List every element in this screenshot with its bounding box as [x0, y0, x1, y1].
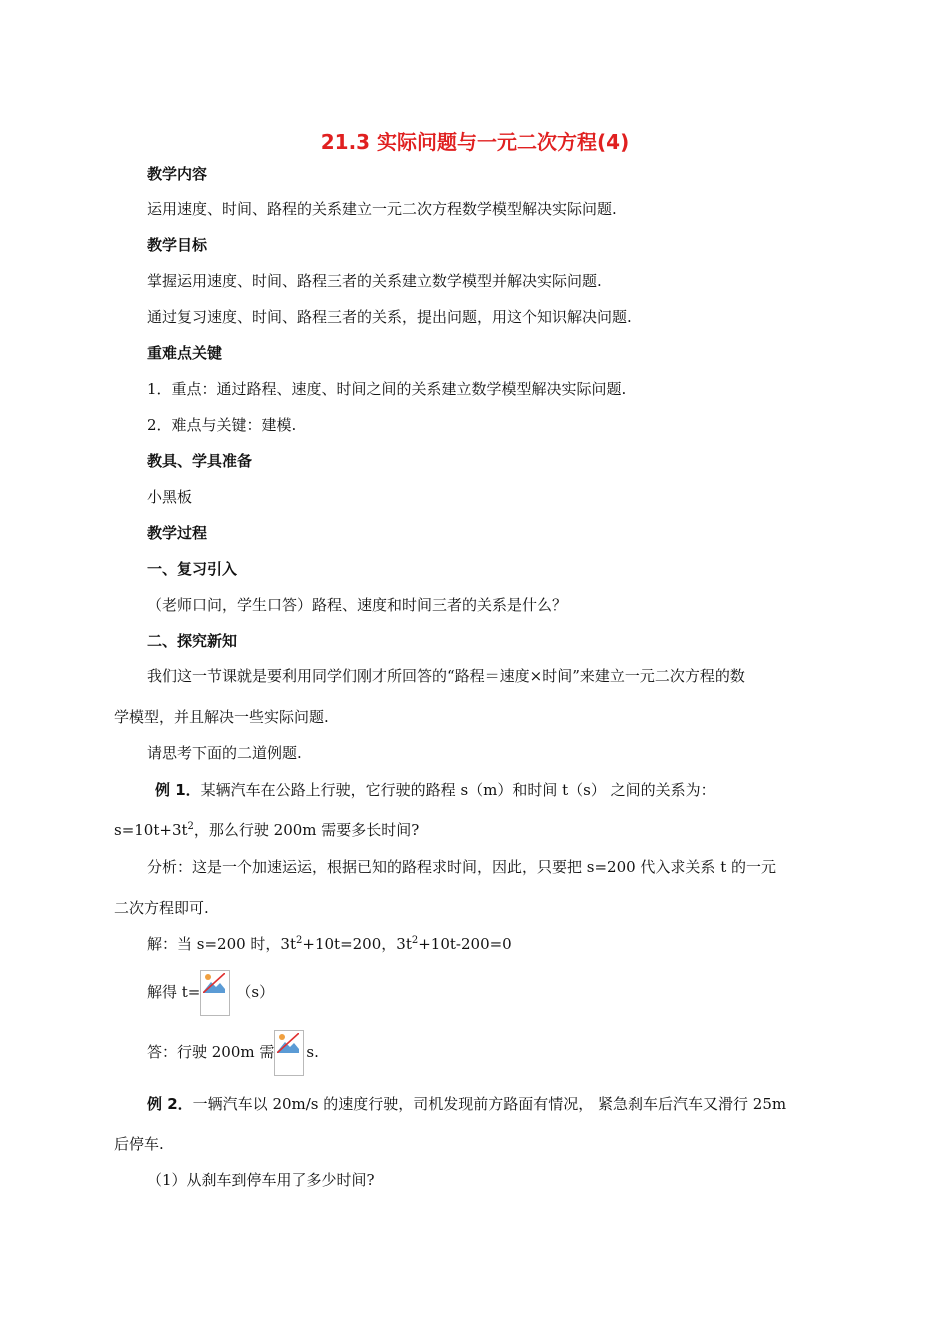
example-2-text-b: 后停车.	[114, 1135, 164, 1153]
heading-key-points: 重难点关键	[147, 344, 223, 362]
explore-text-1a: 我们这一节课就是要利用同学们刚才所回答的“路程＝速度×时间”来建立一元二次方程的数	[147, 667, 745, 685]
tools-text: 小黑板	[147, 488, 193, 506]
broken-image-icon	[274, 1030, 304, 1076]
example-2-line	[147, 1094, 786, 1114]
example-1-line	[155, 780, 716, 800]
page-title: 21.3 实际问题与一元二次方程(4)	[320, 130, 630, 154]
solution-line	[147, 934, 512, 954]
explore-text-2: 请思考下面的二道例题.	[147, 744, 302, 762]
example-1-text: 某辆汽车在公路上行驶，它行驶的路程 s（m）和时间 t（s） 之间的关系为：	[200, 781, 716, 799]
formula-exponent: 2	[187, 821, 194, 832]
solution-part-a: 解：当 s=200 时，3t	[147, 935, 297, 953]
analysis-line-a: 分析：这是一个加速运运，根据已知的路程求时间，因此，只要把 s=200 代入求关系 t 的一元	[147, 858, 777, 876]
solution-part-b: +10t=200，3t	[302, 935, 412, 953]
heading-process: 教学过程	[147, 524, 208, 542]
answer-suffix: s.	[306, 1043, 319, 1061]
explore-text-1b: 学模型，并且解决一些实际问题.	[114, 708, 329, 726]
heading-review: 一、复习引入	[147, 560, 238, 578]
heading-tools: 教具、学具准备	[147, 452, 253, 470]
teaching-content-text: 运用速度、时间、路程的关系建立一元二次方程数学模型解决实际问题.	[147, 200, 617, 218]
solution-exp-1: 2	[296, 935, 303, 946]
answer-line	[147, 1028, 319, 1076]
answer-prefix: 答：行驶 200m 需	[147, 1043, 275, 1061]
key-point-2: 2．难点与关键：建模.	[147, 416, 297, 434]
formula-question: ，那么行驶 200m 需要多长时间?	[193, 821, 420, 839]
analysis-line-b: 二次方程即可.	[114, 899, 209, 917]
review-text: （老师口问，学生口答）路程、速度和时间三者的关系是什么？	[147, 596, 568, 614]
heading-teaching-goal: 教学目标	[147, 236, 208, 254]
teaching-goal-text-2: 通过复习速度、时间、路程三者的关系，提出问题，用这个知识解决问题.	[147, 308, 632, 326]
solve-suffix: （s）	[236, 983, 275, 1001]
solve-prefix: 解得 t=	[147, 983, 201, 1001]
solution-exp-2: 2	[411, 935, 419, 946]
formula-part: s=10t+3t	[114, 821, 188, 839]
example-1-formula-line	[114, 820, 419, 840]
teaching-goal-text-1: 掌握运用速度、时间、路程三者的关系建立数学模型并解决实际问题.	[147, 272, 602, 290]
example-2-question-1: （1）从刹车到停车用了多少时间?	[147, 1171, 375, 1189]
example-2-text: 一辆汽车以 20m/s 的速度行驶，司机发现前方路面有情况， 紧急刹车后汽车又滑行 25m	[192, 1095, 787, 1113]
solution-part-c: +10t-200=0	[418, 935, 512, 953]
example-2-label: 例 2．	[147, 1095, 193, 1113]
heading-teaching-content: 教学内容	[147, 165, 208, 183]
broken-image-icon	[200, 970, 230, 1016]
example-1-label: 例 1．	[155, 781, 201, 799]
solve-line	[147, 968, 274, 1016]
key-point-1: 1．重点：通过路程、速度、时间之间的关系建立数学模型解决实际问题.	[147, 380, 627, 398]
heading-explore: 二、探究新知	[147, 632, 238, 650]
